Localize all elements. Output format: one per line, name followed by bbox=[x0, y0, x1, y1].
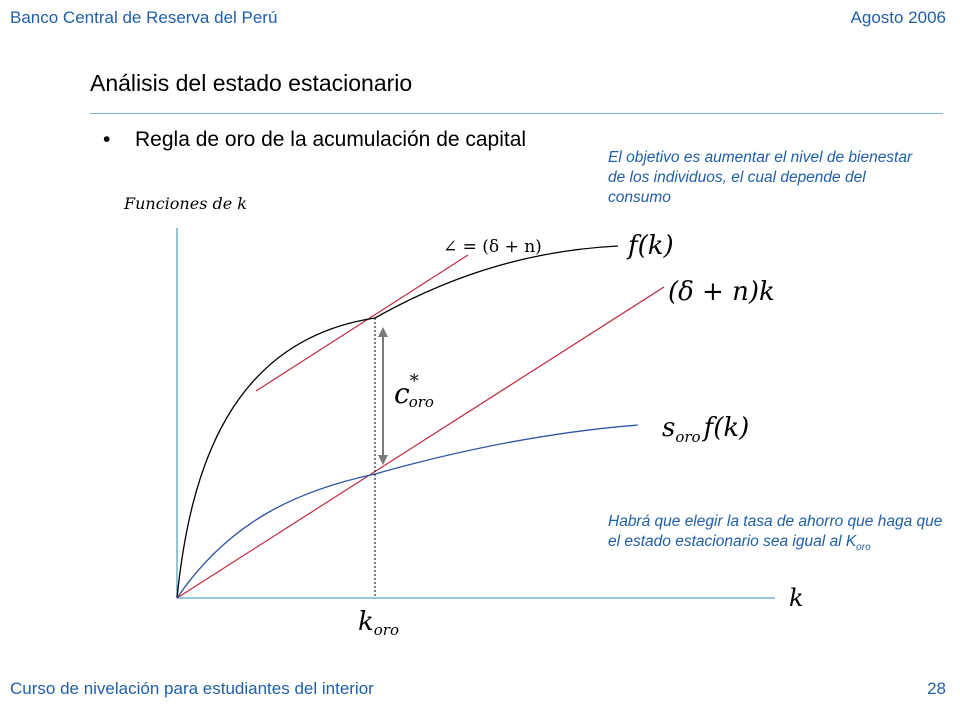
bullet-text: Regla de oro de la acumulación de capital bbox=[135, 128, 527, 151]
header-date: Agosto 2006 bbox=[850, 8, 946, 27]
slide-title: Análisis del estado estacionario bbox=[90, 70, 413, 96]
c-star: * bbox=[409, 371, 419, 392]
c-sub: oro bbox=[408, 393, 434, 411]
depreciation-line-label: (δ + n)k bbox=[668, 277, 775, 307]
consumption-label bbox=[394, 371, 434, 411]
y-axis-label: Funciones de k bbox=[124, 194, 247, 213]
header-institution: Banco Central de Reserva del Perú bbox=[10, 8, 278, 27]
savings-fk: f(k) bbox=[703, 413, 750, 443]
footer-course: Curso de nivelación para estudiantes del interior bbox=[10, 679, 374, 698]
savings-note-text: Habrá que elegir la tasa de ahorro que haga que el estado estacionario sea igual al K bbox=[608, 513, 943, 550]
bullet-marker: • bbox=[103, 128, 111, 151]
page-number: 28 bbox=[927, 679, 946, 698]
savings-note-subscript: oro bbox=[856, 542, 871, 554]
depreciation-line bbox=[177, 287, 664, 598]
x-axis-label: k bbox=[789, 584, 804, 612]
production-curve bbox=[177, 246, 618, 598]
production-curve-label: f(k) bbox=[628, 231, 674, 261]
k-letter: k bbox=[358, 607, 374, 637]
savings-sub: oro bbox=[675, 428, 701, 446]
savings-s: s bbox=[662, 413, 676, 443]
k-sub: oro bbox=[373, 621, 399, 639]
objective-note: El objetivo es aumentar el nivel de bienestar de los individuos, el cual depende del consumo bbox=[608, 149, 913, 206]
tangent-line bbox=[256, 255, 468, 391]
savings-curve-label bbox=[662, 413, 749, 446]
k-oro-label bbox=[358, 607, 399, 639]
tangent-slope-label: ∠ = (δ + n) bbox=[443, 237, 542, 257]
c-letter: c bbox=[394, 377, 410, 410]
